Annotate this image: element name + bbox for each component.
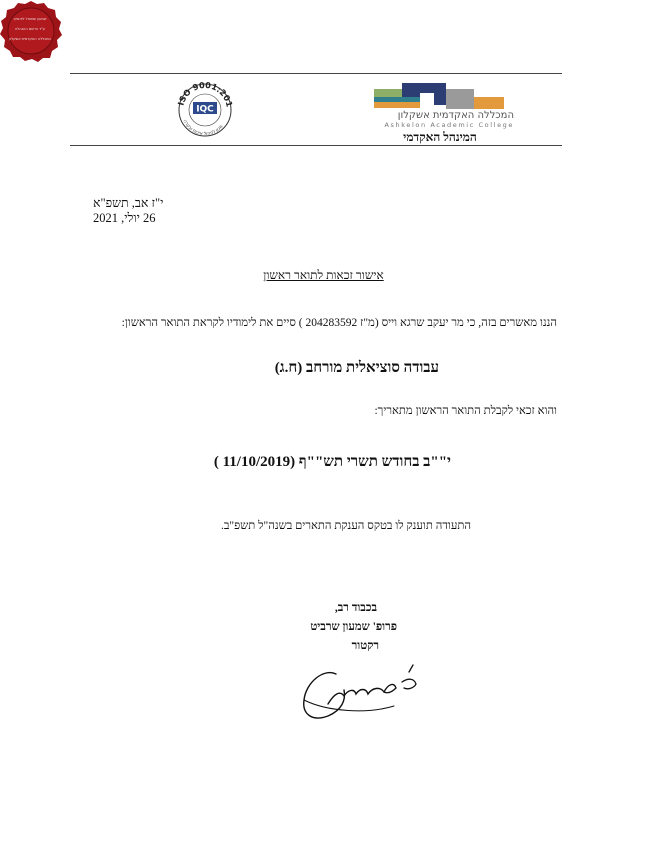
signature-icon [298, 660, 438, 726]
wax-seal [0, 0, 62, 62]
intro-paragraph: הננו מאשרים בזה, כי מר יעקב שרגא וייס (מ"ז 204283592 ) סיים את לימודיו לקראת התואר הראשון: [121, 317, 557, 329]
eligibility-date: י""ב בחודש תשרי תש""ף (11/10/2019 ) [213, 454, 451, 470]
header-bottom-rule [70, 145, 562, 146]
handwritten-signature [298, 660, 438, 726]
iso-seal-icon [172, 80, 242, 138]
iso-subtitle: מכון לניהול איכות ובקרה [181, 119, 225, 138]
eligibility-intro: והוא זכאי לקבלת התואר הראשון מתאריך: [374, 405, 557, 417]
signer-name: פרופ' שמעון שרביט [310, 621, 397, 633]
closing-regards: בכבוד רב, [334, 602, 377, 614]
college-logo-icon [374, 83, 514, 113]
wax-seal-icon [0, 0, 62, 62]
seal-text-line-1: שמעון שמואל לוינסקי [13, 17, 47, 21]
iso-certification-logo [172, 80, 242, 138]
iso-cert-text: ISO 9001:201 [175, 80, 235, 108]
degree-name: עבודה סוציאלית מורחב (ח.ג) [274, 360, 439, 376]
signer-role: רקטור [351, 640, 379, 652]
iso-brand: IQC [196, 104, 214, 115]
college-name-hebrew: המכללה האקדמית אשקלון [397, 110, 514, 121]
seal-text-line-2: ע"ד הרשם ההנהלה [14, 27, 46, 31]
header-top-rule [70, 73, 562, 74]
ceremony-note: התעודה תוענק לו בטקס הענקת התארים בשנה"ל תשפ"ב. [220, 520, 471, 532]
department-title: המינהל האקדמי [403, 130, 477, 144]
date-hebrew: י"ז אב, תשפ"א [93, 196, 164, 210]
college-name-english: Ashkelon Academic College [384, 121, 514, 129]
document-title: אישור זכאות לתואר ראשון [263, 268, 384, 282]
date-gregorian: 26 יולי, 2021 [93, 211, 156, 225]
college-logo [374, 83, 514, 113]
seal-text-line-3: המכללה האקדמית אשקלון [9, 37, 51, 41]
